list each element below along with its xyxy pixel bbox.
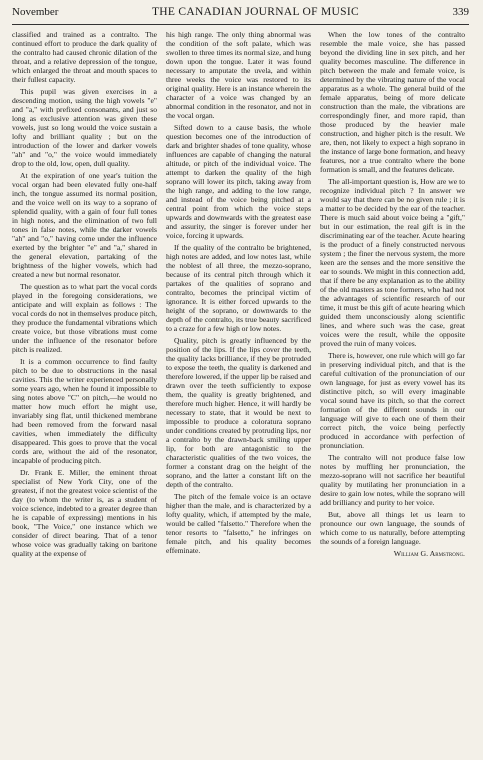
column-left: [12, 30, 157, 561]
paragraph: Quality, pitch is greatly influenced by the position of the lips. If the lips cover the teeth, the quality lacks brilliance, if they be protruded to expose the teeth, the quality is darkened and therefore lowered, if the upper lip be raised and drawn over the teeth sufficiently to expose them, the quality is greatly brightened, and therefore much higher. Hence, it will hardly be necessary to state, that it would be next to impossible to produce a coloratura soprano under conditions created by protruding lips, nor a contralto by the drawn-back smiling upper lip, for both are antagonistic to the characteristic qualities of the two voices, the former a constant drag on the height of the soprano, and the latter a constant lift on the depth of the contralto.: [166, 336, 311, 489]
paragraph: Sifted down to a cause basis, the whole question becomes one of the introduction of dark and brighter shades of tone quality, whose influences are capable of changing the natural altitude, or pitch of the individual voice. The attempt to darken the quality of the high soprano will lower its pitch, taking away from the high range, and adding to the low range, and instead of the voice being pitched at a central point from which the voice steps upwards and downwards with the greatest ease and assurity, the singer is forever under her voice, forcing it upwards.: [166, 123, 311, 240]
paragraph: Dr. Frank E. Miller, the eminent throat specialist of New York City, one of the greatest, if not the greatest voice scientist of the day (to whom the writer is, as a student of voice science, indebted to a greater degree than he is capable of expressing) mentions in his book, "The Voice," one instance which we consider of direct bearing. That of a tenor whose voice was gradually taking on baritone quality at the expense of: [12, 468, 157, 558]
paragraph: But, above all things let us learn to pronounce our own language, the sounds of which come to us naturally, before attempting the sounds of a foreign language.: [320, 510, 465, 546]
paragraph: The pitch of the female voice is an octave higher than the male, and is characterized by a lofty quality, which, if attempted by the male, would be called "falsetto." Therefore when the tenor resorts to "falsetto," he infringes on female pitch, and his quality becomes effeminate.: [166, 492, 311, 555]
article-columns: [12, 30, 469, 561]
paragraph: The all-important question is, How are we to recognize individual pitch ? In answer we would say that there can be no given rule ; it is a matter to be decided by the ear of the teacher. There is much said about voice being a "gift," but in our estimation, the real gift is in the discriminating ear of the teacher. Acute hearing is the product of a finely constructed nervous system ; the finer the nervous system, the more keen are the senses and the more sensitive the ear to sounds. We might in this connection add, that if there be any explanation as to the ability of the old masters as tone formers, who had not the advantages of scientific research of our time, it must be this gift of acute hearing which guided them unconsciously along scientific lines, and where such was the case, great voices were the result, while the opposite proved the ruin of many voices.: [320, 177, 465, 348]
paragraph: At the expiration of one year's tuition the vocal organ had been elevated fully one-half inch, the tongue assumed its normal position, and the voice well on its way to a soprano of splendid quality, with a gain of four full tones in high notes, and the elimination of two full tones in false notes, while the darker vowels "ah" and "o," having come under the influence exerted by the brighter "e" and "a," shared in the general elevation, partaking of the brightness of the higher vowels, which had created a new but normal resonator.: [12, 171, 157, 279]
running-head: [12, 6, 469, 22]
header-rule: [12, 24, 469, 25]
journal-title: THE CANADIAN JOURNAL OF MUSIC: [151, 6, 359, 18]
column-right: [320, 30, 465, 561]
paragraph: his high range. The only thing abnormal was the condition of the soft palate, which was swollen to three times its normal size, and hung down upon the tongue. Later it was found necessary to amputate the uvela, and within three weeks the voice was restored to its original quality. Here is an instance wherein the character of a voice was changed by an abnormal condition in the resonator, and not in the vocal organ.: [166, 30, 312, 120]
paragraph: If the quality of the contralto be brightened, high notes are added, and low notes last, while the noblest of all three, the mezzo-soprano, because of its central pitch through which it partakes of the qualities of soprano and contralto, becomes the principal victim of ignorance. It is either forced upwards to the height of the soprano, or downwards to the depth of the contralto, its true beauty sacrificed to a craze for a few high or low notes.: [166, 243, 311, 333]
paragraph: When the low tones of the contralto resemble the male voice, she has passed beyond the dividing line in sex pitch, and her quality becomes masculine. The difference in pitch between the male and female voice, is determined by the vibrating nature of the vocal apparatus as a whole. The general build of the female apparatus, being of more delicate construction than the male, the vibrations are correspondingly finer, and more rapid, than those produced by the heavier male construction, and higher pitch is the result. We are, then, not likely to expect a high soprano in the instance of large bone formation, and heavy features, nor a true contralto where the bone formation is small, and the features delicate.: [320, 30, 465, 174]
header-month: November: [12, 6, 59, 18]
paragraph: classified and trained as a contralto. The continued effort to produce the dark quality of the contralto had caused chronic dilation of the throat, and a relative depression of the tongue, which enlarged the throat and mouth spaces to their fullest capacity.: [12, 30, 157, 84]
paragraph: The contralto will not produce false low notes by muffling her pronunciation, the mezzo-soprano will not sacrifice her beautiful quality by mutilating her pronunciation in a desire to gain low notes, while the soprano will add brilliancy and purity to her voice.: [320, 453, 465, 507]
author-signature: William G. Armstrong.: [393, 549, 465, 558]
paragraph: This pupil was given exercises in a descending motion, using the high vowels "e" and "a," with prefixed consonants, and just so long as exclusive attention was given these vowels, just so long would the voice sustain a lofty and brilliant quality ; but on the introduction of the lower and darker vowels "ah" and "o," the voice would immediately drop to the old, low, open, dull quality.: [12, 87, 157, 168]
page-number: 339: [452, 6, 469, 18]
paragraph: There is, however, one rule which will go far in preserving individual pitch, and that is the careful cultivation of the pronunciation of our own language, for just as every vowel has its distinctive pitch, so will every imaginable vocal sound have its pitch, so that the correct formation of the different sounds in our language will give to each one of them their correct pitch, the voice being perfectly produced in accordance with perfection of pronunciation.: [320, 351, 465, 450]
paragraph: The question as to what part the vocal cords played in the foregoing considerations, we anticipate and will explain as follows : The vocal cords do not in themselves produce pitch, they produce the fundamental vibrations which create voice, but those vibrations must come under the influence of the resonator before pitch is realized.: [12, 282, 157, 354]
column-middle: [166, 30, 311, 561]
paragraph: It is a common occurrence to find faulty pitch to be due to obstructions in the nasal cavities. This the writer experienced personally some years ago, when he found it impossible to sing notes above "C" on pitch,—he would no matter how much effort he might use, invariably sing flat, until thickened membrane had been removed from the forward nasal cavities, when immediately the difficulty disappeared. This goes to prove that the vocal cords are, without the aid of the resonator, incapable of producing pitch.: [12, 357, 157, 465]
